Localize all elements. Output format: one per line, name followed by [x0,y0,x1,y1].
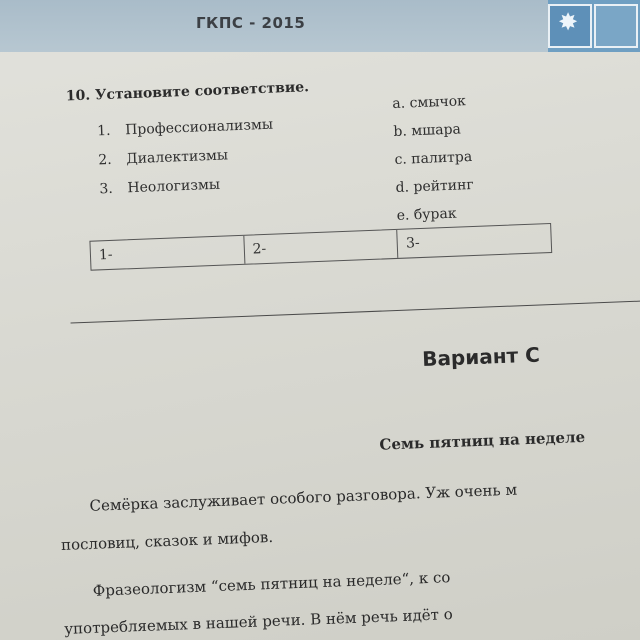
paragraph-line: Фразеологизм “семь пятниц на неделе“, к со [92,568,451,600]
header-title: ГКПС - 2015 [196,14,306,32]
paragraph-line: употребляемых в нашей речи. В нём речь идёт о [63,605,454,638]
answer-cell-3[interactable]: 3- [405,235,421,252]
question-title: 10. Установите соответствие. [65,79,310,105]
text-title: Семь пятниц на неделе [379,427,586,454]
list-item [98,147,228,168]
item-number: 3. [99,180,114,198]
option-b: b. мшара [393,121,462,140]
variant-title: Вариант С [421,342,541,372]
paragraph-line: Семёрка заслуживает особого разговора. Уж очень м [89,480,518,515]
option-a: a. смычок [392,93,467,113]
paragraph-line: пословиц, сказок и мифов. [60,527,274,555]
answer-cell-1[interactable]: 1- [90,236,245,270]
answer-cell-2[interactable]: 2- [244,230,399,264]
option-e: e. бурак [396,205,457,224]
item-number: 1. [96,122,111,140]
option-c: c. палитра [394,148,473,168]
option-d: d. рейтинг [395,176,475,196]
answer-table [89,223,552,271]
item-text: Профессионализмы [124,116,274,139]
section-divider [71,300,640,324]
item-text: Неологизмы [127,176,221,197]
snowflake-star-icon: ✸ [558,8,579,36]
item-number: 2. [98,151,112,169]
list-item [99,177,220,198]
item-text: Диалектизмы [126,147,229,168]
list-item [97,117,273,140]
